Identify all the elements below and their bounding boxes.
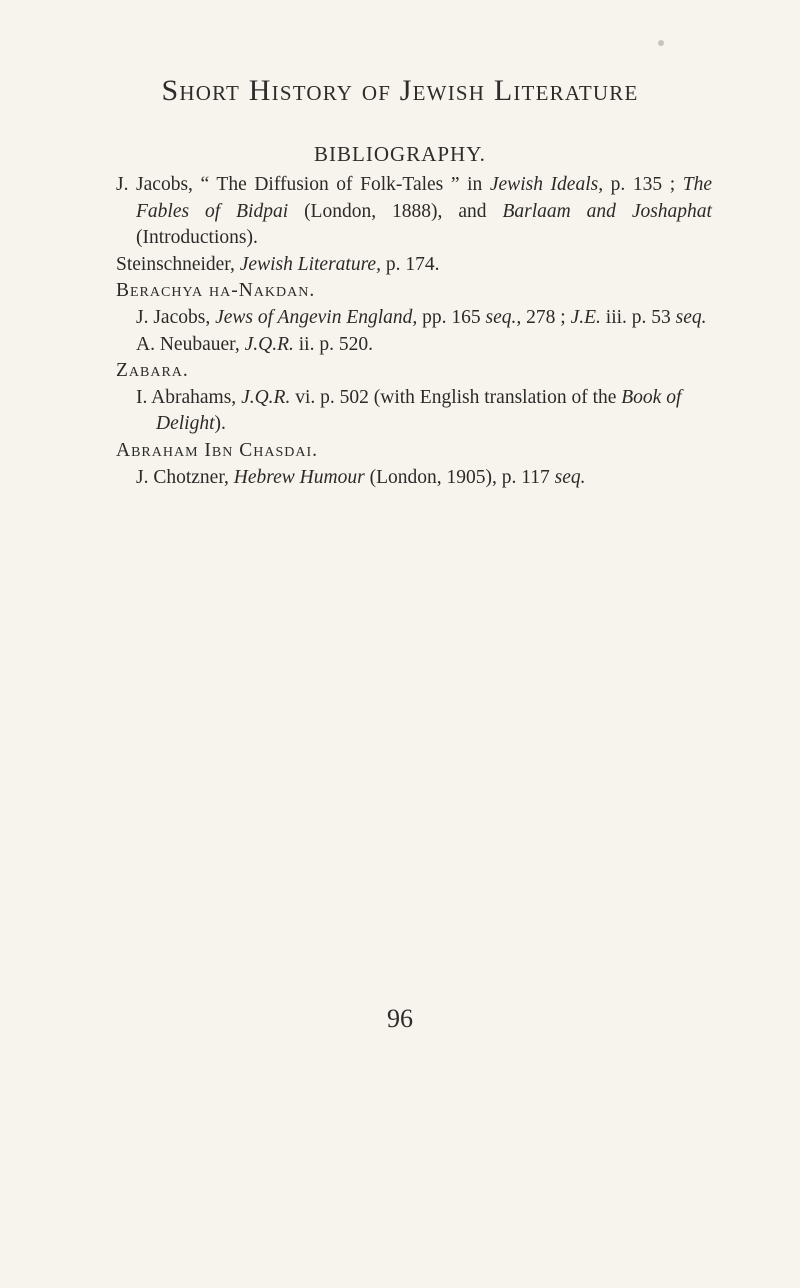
bibliography-heading: Zabara.: [116, 360, 189, 382]
bibliography-entry: J. Jacobs, Jews of Angevin England, pp. 165 seq., 278 ; J.E. iii. p. 53 seq.: [136, 306, 707, 328]
bibliography-list: [116, 172, 712, 491]
bibliography-entry: I. Abrahams, J.Q.R. vi. p. 502 (with English translation of the Book of Delight).: [136, 386, 682, 435]
bibliography-heading: Abraham Ibn Chasdai.: [116, 439, 319, 461]
running-head: Short History of Jewish Literature: [161, 74, 639, 107]
bibliography-heading: Berachya ha-Nakdan.: [116, 280, 316, 302]
section-title: BIBLIOGRAPHY.: [314, 142, 486, 166]
bibliography-entry: J. Chotzner, Hebrew Humour (London, 1905), p. 117 seq.: [136, 466, 586, 488]
page-number: 96: [387, 1004, 413, 1033]
bibliography-entry: A. Neubauer, J.Q.R. ii. p. 520.: [136, 333, 373, 355]
bibliography-entry: J. Jacobs, “ The Diffusion of Folk-Tales ” in Jewish Ideals, p. 135 ; The Fables of Bidpai (London, 1888), and Barlaam and Joshaphat (Introductions).: [116, 174, 712, 249]
ink-speck: [658, 40, 664, 46]
bibliography-entry: Steinschneider, Jewish Literature, p. 174.: [116, 253, 440, 275]
